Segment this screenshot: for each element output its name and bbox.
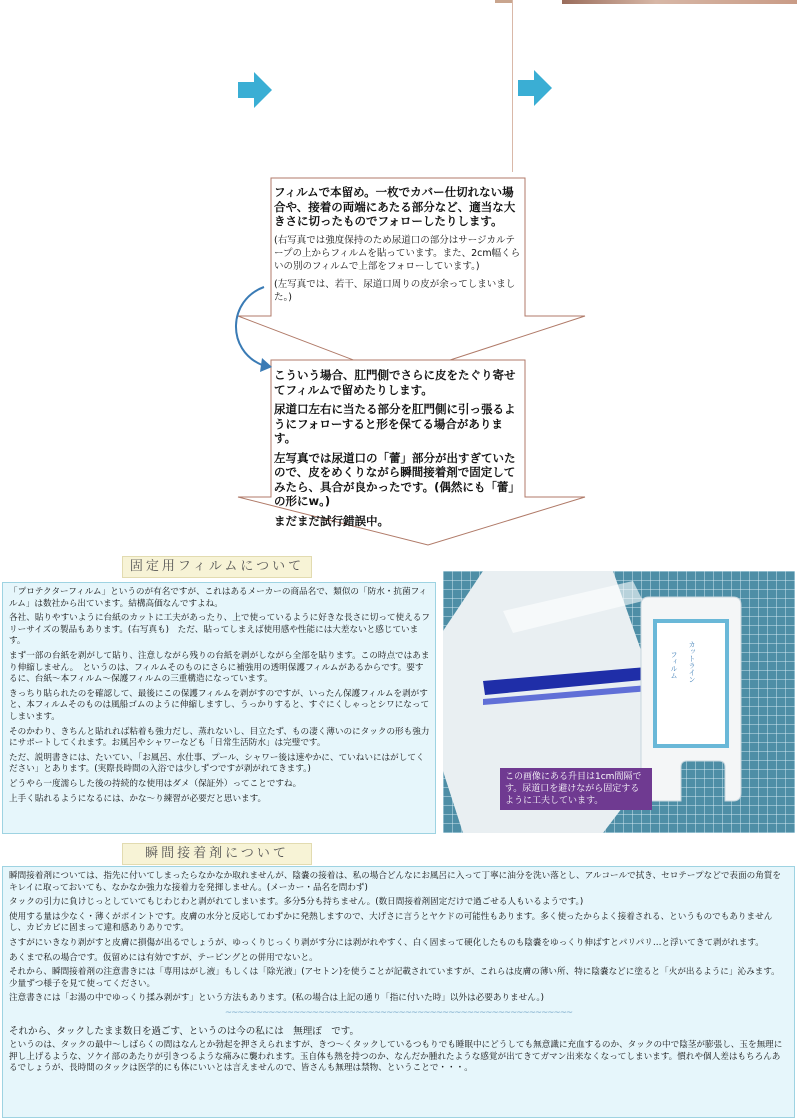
paragraph: まず一部の台紙を剥がして貼り、注意しながら残りの台紙を剥がしながら全部を貼ります。この時点ではあまり伸縮しません。 というのは、フィルムそのものにさらに補強用の透明保護フィルムがあるからです。要するに、台紙～本フィルム～保護フィルムの三重構造になっています。 [9,650,430,685]
paragraph: それから、瞬間接着剤の注意書きには「専用はがし液」もしくは「除光液」(アセトン)を使うことが記載されていますが、これらは皮膚の薄い所、特に陰嚢などに塗ると「火が出るように」沁みます。少量ずつ様子を見て使ってください。 [9,967,780,989]
callout-film-fixing [274,185,522,309]
callout-text: こういう場合、肛門側でさらに皮をたぐり寄せてフィルムで留めたりします。 [274,368,516,397]
glue-info-panel [2,866,795,1118]
paragraph: タックの引力に負けじっとしていてもじわじわと剥がれてしまいます。多分5分も持ちません。(数日間接着剤固定だけで過ごせる人もいるようです。) [9,897,584,908]
paragraph: そのかわり、きちんと貼れれば粘着も強力だし、蒸れないし、目立たず、もの凄く薄いのにタックの形も強力にサポートしてくれます。お風呂やシャワーなども「日常生活防水」は完璧です。 [9,726,430,749]
film-info-panel [2,582,436,834]
callout-adjustment [274,368,522,533]
paragraph: さすがにいきなり剥がすと皮膚に損傷が出るでしょうが、ゆっくりじっくり剥がす分には剥がれやすく、白く固まって硬化したものも陰嚢をゆっくり伸ばすとパリパリ…と浮いてきて剥がれます。 [9,937,764,948]
callout-main-text: フィルムで本留め。一枚でカバー仕切れない場合や、接着の両端にあたる部分など、適当な大きさに切ったものでフォローしたりします。 [274,185,516,228]
paragraph: 瞬間接着剤については、指先に付いてしまったらなかなか取れませんが、陰嚢の接着は、私の場合どんなにお風呂に入って丁寧に油分を洗い落とし、アルコールで拭き、セロテープなどで表面の角質をキレイに取っておいても、なかなか強力な接着力を発揮しません。(メーカー・品名を問わず) [9,871,781,893]
film-print-text: カットライン [688,641,696,683]
paragraph: 注意書きには「お湯の中でゆっくり揉み剥がす」という方法もあります。(私の場合は上記の通り「指に付いた時」以外は必要ありません。) [9,993,544,1004]
paragraph: 各社、貼りやすいように台紙のカットに工夫があったり、上で使っているように好きな長さに切って使えるフリーサイズの製品もあります。(右写真も) ただ、貼ってしまえば使用感や性能には大差ないと感じています。 [9,613,430,647]
paragraph: 「プロテクターフィルム」というのが有名ですが、これはあるメーカーの商品名で、類似の「防水・抗菌フィルム」は数社から出ています。結構高価なんですよね。 [9,587,428,609]
section-heading-glue: 瞬間接着剤について [122,843,312,865]
callout-note: (左写真では、若干、尿道口周りの皮が余ってしまいました。) [274,278,516,303]
callout-text: 尿道口左右に当たる部分を肛門側に引っ張るようにフォローすると形を保てる場合があります。 [274,402,516,445]
callout-text: まだまだ試行錯誤中。 [274,513,389,528]
paragraph: ただ、説明書きには、たいてい、「お風呂、水仕事、プール、シャワー後は速やかに、ていねいにはがしてください」とあります。(実際長時間の入浴では少しずつですが剥がれてきます。) [9,752,425,775]
paragraph: 上手く貼れるようになるには、かな～り練習が必要だと思います。 [9,793,267,804]
paragraph: というのは、タックの最中～しばらくの間はなんとか勃起を押さえられますが、きつ～くタックしているつもりでも睡眠中にどうしても無意識に充血するのか、タックの中で陰茎が膨張し、玉を無理に押し上げるような、ソケイ部のあたりが引きつるような痛みに襲われます。玉自体も熱を持つのか、なんだか腫れたような感覚が出てきてガマン出来なくなってしまいます。慣れや個人差はもちろんあるでしょうが、長時間のタックは医学的にも体にいいとは言えませんので、皆さんも無理は禁物、ということで・・・。 [9,1040,783,1074]
film-print-text: フィルム [670,651,678,679]
section-heading-film: 固定用フィルムについて [122,556,312,578]
film-photo [443,571,795,833]
paragraph: 使用する量は少なく・薄くがポイントです。皮膚の水分と反応してわずかに発熱しますので、大げさに言うとヤケドの可能性もあります。多く使ったからよく接着される、というものでもありませんし、カピカピに固まって違和感ありありです。 [9,911,773,934]
paragraph: きっちり貼られたのを確認して、最後にこの保護フィルムを剥がすのですが、いったん保護フィルムを剥がすと、本フィルムそのものは風船ゴムのように伸縮しますし、うっかりすると、すぐにくしゃっとシワになってしまいます。 [9,688,430,722]
callout-text: 左写真では尿道口の「蕾」部分が出すぎていたので、皮をめくりながら瞬間接着剤で固定してみたら、具合が良かったです。(偶然にも「蕾」の形にw。) [274,450,520,508]
curved-arrow-icon [236,287,264,365]
photo-caption: この画像にある升目は1cm間隔です。尿道口を避けながら固定するように工夫しています。 [500,768,652,810]
callout-note: (右写真では強度保持のため尿道口の部分はサージカルテープの上からフィルムを貼っています。また、2cm幅くらいの別のフィルムで上部をフォローしています。) [274,234,521,272]
paragraph: どうやら一度濡らした後の持続的な使用はダメ（保証外）ってことですね。 [9,778,302,789]
paragraph: それから、タックしたまま数日を過ごす、というのは今の私には 無理ぽ です。 [9,1025,359,1037]
paragraph: あくまで私の場合です。仮留めには有効ですが、テーピングとの併用でないと。 [9,952,318,963]
wavy-divider: ~~~~~~~~~~~~~~~~~~~~~~~~~~~~~~~~~~~~~~~~~~~~~~~~~~~~~~~~ [224,1007,573,1018]
